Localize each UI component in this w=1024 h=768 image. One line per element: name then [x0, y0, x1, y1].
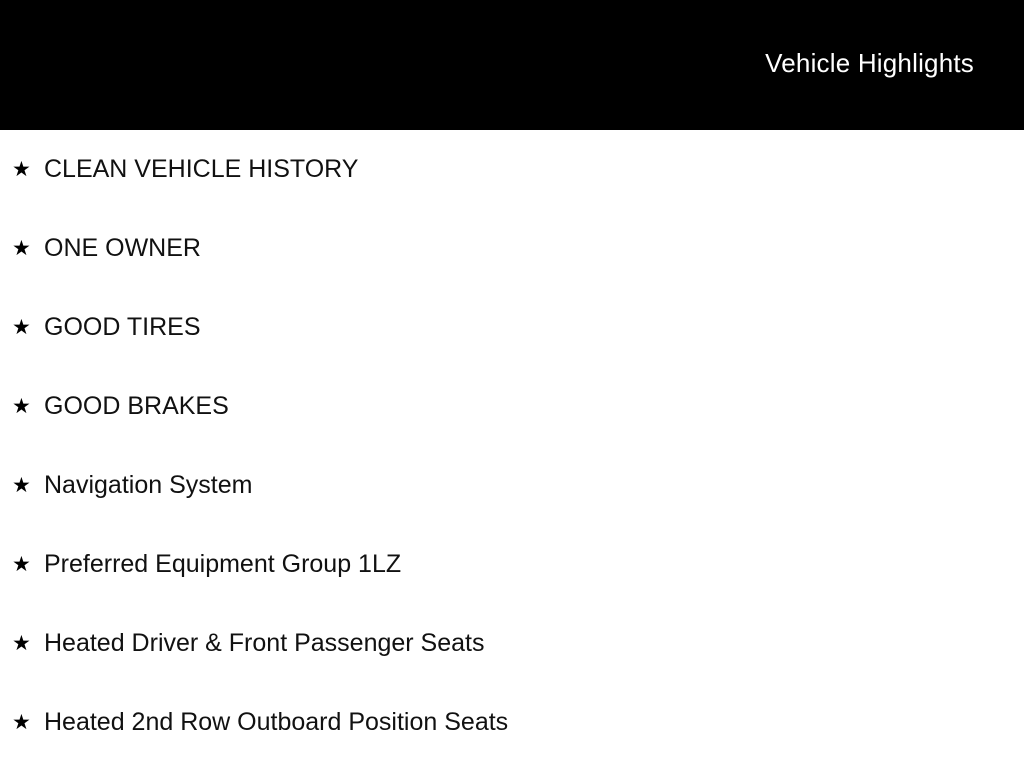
list-item — [0, 209, 1024, 288]
highlight-label: CLEAN VEHICLE HISTORY — [44, 154, 359, 183]
star-icon: ★ — [12, 158, 31, 181]
list-item — [0, 446, 1024, 525]
page-title: Vehicle Highlights — [765, 48, 974, 78]
star-icon: ★ — [12, 237, 31, 260]
highlight-label: Heated Driver & Front Passenger Seats — [44, 628, 485, 657]
highlight-label: ONE OWNER — [44, 233, 201, 262]
star-icon: ★ — [12, 553, 31, 576]
highlight-label: Preferred Equipment Group 1LZ — [44, 549, 402, 578]
star-icon: ★ — [12, 395, 31, 418]
highlight-label: Navigation System — [44, 470, 253, 499]
star-icon: ★ — [12, 316, 31, 339]
list-item — [0, 604, 1024, 683]
list-item — [0, 288, 1024, 367]
highlight-label: Heated 2nd Row Outboard Position Seats — [44, 707, 509, 736]
header-bar — [0, 0, 1024, 130]
star-icon: ★ — [12, 474, 31, 497]
highlight-label: GOOD TIRES — [44, 312, 201, 341]
highlight-label: GOOD BRAKES — [44, 391, 229, 420]
list-item — [0, 525, 1024, 604]
star-icon: ★ — [12, 632, 31, 655]
list-item — [0, 130, 1024, 209]
list-item — [0, 367, 1024, 446]
vehicle-highlights-list — [0, 130, 1024, 762]
star-icon: ★ — [12, 711, 31, 734]
list-item — [0, 683, 1024, 762]
